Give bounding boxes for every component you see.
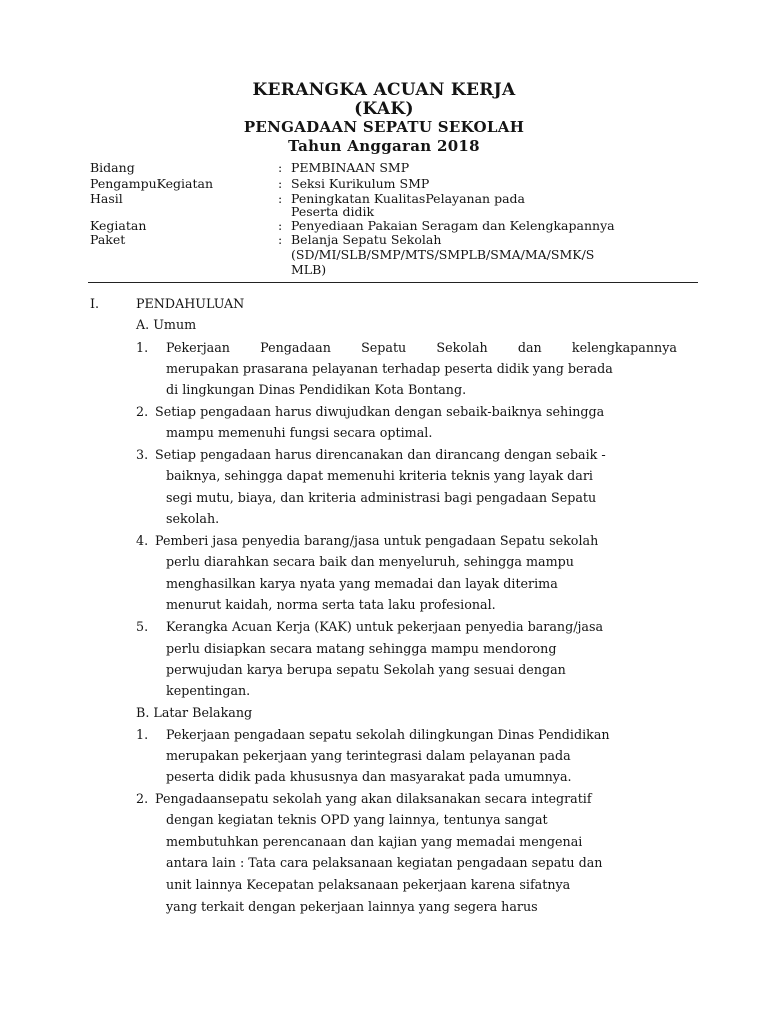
word: kelengkapannya [571,340,677,355]
paragraph-line: mampu memenuhi fungsi secara optimal. [166,425,433,440]
paragraph-line: perwujudan karya berupa sepatu Sekolah yang sesuai dengan [166,662,566,677]
paragraph-line [166,339,677,357]
paragraph-line: Setiap pengadaan harus diwujudkan dengan sebaik-baiknya sehingga [155,404,605,419]
meta-value: Seksi Kurikulum SMP [291,176,430,191]
meta-value: Penyediaan Pakaian Seragam dan Kelengkapannya [291,218,615,233]
meta-colon: : [278,176,283,191]
word: Sekolah [436,340,488,355]
meta-colon: : [278,232,283,247]
meta-value: Peningkatan KualitasPelayanan pada [291,191,525,206]
list-number: 1. [136,340,149,355]
paragraph-line: merupakan prasarana pelayanan terhadap peserta didik yang berada [166,361,613,376]
meta-colon: : [278,191,283,206]
divider [88,282,698,283]
paragraph-line: perlu disiapkan secara matang sehingga mampu mendorong [166,641,557,656]
paragraph-line: di lingkungan Dinas Pendidikan Kota Bontang. [166,382,467,397]
paragraph-line: perlu diarahkan secara baik dan menyeluruh, sehingga mampu [166,554,574,569]
list-number: 2. [136,791,149,806]
paragraph-line: dengan kegiatan teknis OPD yang lainnya, tentunya sangat [166,812,548,827]
section-title: PENDAHULUAN [136,296,245,311]
paragraph-line: Kerangka Acuan Kerja (KAK) untuk pekerjaan penyedia barang/jasa [166,619,604,634]
word: Pengadaan [260,340,331,355]
paragraph-line: antara lain : Tata cara pelaksanaan kegiatan pengadaan sepatu dan [166,855,603,870]
paragraph-line: sekolah. [166,511,220,526]
meta-label: PengampuKegiatan [90,176,214,191]
subsection-title: A. Umum [136,317,197,332]
paragraph-line: Pengadaansepatu sekolah yang akan dilaksanakan secara integratif [155,791,592,806]
meta-value: Peserta didik [291,204,375,219]
paragraph-line: Setiap pengadaan harus direncanakan dan dirancang dengan sebaik - [155,447,606,462]
section-number: I. [90,296,100,311]
doc-title: KERANGKA ACUAN KERJA [252,80,516,100]
word: Pekerjaan [166,340,230,355]
meta-label: Paket [90,232,126,247]
list-number: 2. [136,404,149,419]
paragraph-line: menghasilkan karya nyata yang memadai dan layak diterima [166,576,558,591]
doc-subtitle: PENGADAAN SEPATU SEKOLAH [243,118,525,136]
meta-colon: : [278,218,283,233]
paragraph-line: menurut kaidah, norma serta tata laku profesional. [166,597,496,612]
meta-label: Kegiatan [90,218,147,233]
paragraph-line: Pemberi jasa penyedia barang/jasa untuk pengadaan Sepatu sekolah [155,533,599,548]
paragraph-line: peserta didik pada khususnya dan masyarakat pada umumnya. [166,769,572,784]
list-number: 4. [136,533,149,548]
list-number: 3. [136,447,149,462]
paragraph-line: kepentingan. [166,683,251,698]
list-number: 1. [136,727,149,742]
meta-value: PEMBINAAN SMP [291,160,410,175]
doc-year: Tahun Anggaran 2018 [288,137,480,155]
meta-label: Hasil [90,191,123,206]
meta-label: Bidang [90,160,135,175]
paragraph-line: unit lainnya Kecepatan pelaksanaan pekerjaan karena sifatnya [166,877,571,892]
subsection-title: B. Latar Belakang [136,705,253,720]
paragraph-line: membutuhkan perencanaan dan kajian yang memadai mengenai [166,834,583,849]
word: Sepatu [361,340,407,355]
paragraph-line: yang terkait dengan pekerjaan lainnya yang segera harus [166,899,538,914]
paragraph-line: segi mutu, biaya, dan kriteria administrasi bagi pengadaan Sepatu [166,490,597,505]
meta-value: (SD/MI/SLB/SMP/MTS/SMPLB/SMA/MA/SMK/S [291,247,595,262]
paragraph-line: baiknya, sehingga dapat memenuhi kriteria teknis yang layak dari [166,468,593,483]
meta-value: MLB) [291,262,327,277]
paragraph-line: merupakan pekerjaan yang terintegrasi dalam pelayanan pada [166,748,571,763]
meta-colon: : [278,160,283,175]
meta-value: Belanja Sepatu Sekolah [291,232,442,247]
list-number: 5. [136,619,149,634]
word: dan [517,340,542,355]
paragraph-line: Pekerjaan pengadaan sepatu sekolah dilingkungan Dinas Pendidikan [166,727,610,742]
doc-title-abbrev: (KAK) [354,99,414,119]
